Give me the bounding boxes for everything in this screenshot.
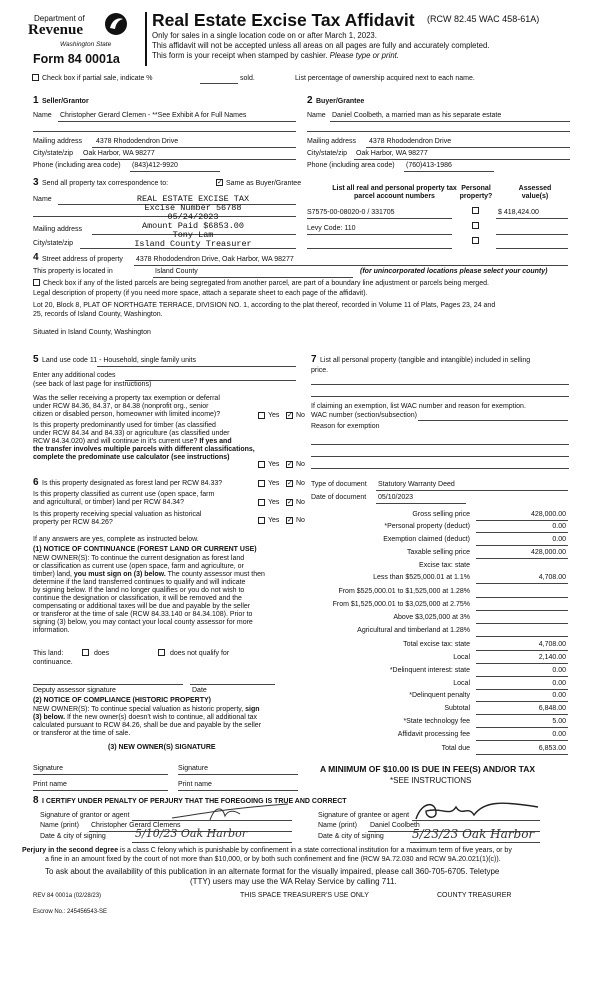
- grantee-date-field[interactable]: 5/23/23 Oak Harbor: [412, 827, 535, 841]
- grantee-signature-scribble: [412, 797, 542, 823]
- seller-phone-line: [130, 171, 220, 172]
- date-of-document-label: Date of document: [311, 494, 367, 501]
- deputy-date-label: Date: [192, 687, 207, 694]
- exemption-question: Was the seller receiving a property tax exemption or deferral under RCW 84.36, 84.37, or 84.38 (nonprofit org., senior citizen or disabled person, homeowner with limited income)?: [33, 395, 221, 419]
- deputy-date-line: [190, 684, 275, 685]
- current-use-question: Is this property classified as current use (open space, farm and agricultural, or timber) land per RCW 84.34?: [33, 491, 215, 507]
- stamp-line: Excise Number 56788: [144, 202, 242, 213]
- treasurer-use-only: THIS SPACE TREASURER'S USE ONLY: [240, 892, 369, 899]
- assessed-value[interactable]: $ 418,424.00: [498, 209, 539, 216]
- historical-no-checkbox[interactable]: ✓: [287, 517, 293, 524]
- does-not-label: does not qualify for: [170, 650, 230, 657]
- grantor-signature-label: Signature of grantor or agent: [40, 812, 130, 819]
- segregated-checkbox[interactable]: [33, 279, 40, 286]
- dept-line-3: Washington State: [60, 41, 112, 48]
- sec3-mail-label: Mailing address: [33, 226, 83, 233]
- buyer-phone-label: Phone (including area code): [307, 162, 395, 169]
- buyer-city-field[interactable]: Oak Harbor, WA 98277: [356, 150, 428, 157]
- dept-line-1: Department of: [34, 14, 85, 23]
- see-instructions-note: *SEE INSTRUCTIONS: [390, 776, 472, 785]
- sec2-number: 2: [307, 95, 313, 106]
- buyer-mail-line: [366, 147, 570, 148]
- buyer-heading: Buyer/Grantee: [316, 98, 365, 105]
- situated-line[interactable]: Situated in Island County, Washington: [33, 329, 151, 336]
- tax-row-label: *State technology fee: [403, 718, 470, 725]
- levy-code[interactable]: Levy Code: 110: [307, 225, 356, 232]
- type-line: [376, 490, 568, 491]
- street-line: [134, 265, 568, 266]
- tax-row-value[interactable]: 4,708.00: [538, 574, 566, 581]
- buyer-mail-label: Mailing address: [307, 138, 357, 145]
- tax-row-label: Gross selling price: [412, 511, 470, 518]
- stamp-line: 05/24/2023: [167, 211, 219, 222]
- current-use-no-label: No: [296, 499, 305, 506]
- rev-number: REV 84 0001a (02/28/23): [33, 893, 102, 899]
- county-treasurer-label: COUNTY TREASURER: [437, 892, 512, 899]
- sec3-number: 3: [33, 177, 39, 188]
- sec5-number: 5: [33, 354, 39, 365]
- buyer-city-line: [354, 159, 570, 160]
- sec1-number: 1: [33, 95, 39, 106]
- seller-city-field[interactable]: Oak Harbor, WA 98277: [83, 150, 155, 157]
- forest-yes-label: Yes: [268, 480, 280, 487]
- perjury-line-2: a fine in an amount fixed by the court of not more than $10,000, or by both such confinement and fine (RCW 9A.72.030 and RCW 9A.20.021(1)(c)).: [45, 856, 501, 863]
- parcels-col2-header: Personal property?: [459, 185, 493, 201]
- tax-row-label: Total excise tax: state: [403, 641, 470, 648]
- historical-no-label: No: [296, 517, 305, 524]
- partial-sale-checkbox[interactable]: [32, 74, 39, 81]
- notice-continuance-text: NEW OWNER(S): To continue the current designation as forest land or classification as current use (open space, farm and agriculture, or timber) land, you must sign on (3) below. The county assessor must then determine if the land transferred continues to qualify and will indicate by signing below. If the land no longer qualifies or you do not wish to continue the designation or classification, it will be removed and the compensating or additional taxes will be due and payable by the seller or transferor at the time of sale (RCW 84.33.140 or 84.34.108). Prior to signing (3) below, you may contact your local county assessor for more information.: [33, 555, 265, 634]
- alt-format-line-2: (TTY) users may use the WA Relay Service by calling 711.: [190, 877, 397, 886]
- owner-signature-field-2[interactable]: [178, 774, 298, 775]
- buyer-name-line: [330, 121, 570, 122]
- land-use-line: [97, 366, 296, 367]
- buyer-mail-field[interactable]: 4378 Rhododendron Drive: [369, 138, 452, 145]
- buyer-city-label: City/state/zip: [307, 150, 348, 157]
- seller-name-label: Name: [33, 112, 52, 119]
- tax-row-value[interactable]: 2,140.00: [538, 654, 566, 661]
- revenue-logo-icon: [104, 12, 128, 36]
- date-line: [376, 503, 466, 504]
- forest-question: Is this property designated as forest land per RCW 84.33?: [42, 480, 223, 487]
- tax-row-line: [476, 558, 568, 559]
- parcel-line-3: [307, 248, 452, 249]
- sec3-city-label: City/state/zip: [33, 240, 74, 247]
- date-of-document-field[interactable]: 05/10/2023: [378, 494, 414, 501]
- tax-row-label: Total due: [441, 745, 470, 752]
- page-title: Real Estate Excise Tax Affidavit: [152, 10, 415, 30]
- sec7-number: 7: [311, 354, 317, 365]
- tax-row-value[interactable]: 5.00: [552, 718, 566, 725]
- tax-row-label: *Delinquent interest: state: [389, 667, 470, 674]
- partial-sold-label: sold.: [240, 75, 255, 82]
- tax-row-label: Taxable selling price: [406, 549, 470, 556]
- rcw-reference: (RCW 82.45 WAC 458-61A): [427, 14, 540, 24]
- seller-extra-line: [33, 131, 296, 132]
- owner-print-label-2: Print name: [178, 781, 212, 788]
- parcel-number[interactable]: S7575-00-08020-0 / 331705: [307, 209, 395, 216]
- same-as-buyer-label: Same as Buyer/Grantee: [226, 180, 302, 187]
- owner-signature-label-2: Signature: [178, 765, 208, 772]
- sec8-number: 8: [33, 795, 39, 806]
- tax-row-line: [476, 623, 568, 624]
- grantor-date-field[interactable]: 5/10/23 Oak Harbor: [135, 827, 247, 840]
- county-line: [153, 277, 353, 278]
- perjury-line-1: Perjury in the second degree is a class C felony which is punishable by confinement in a state correctional institution for a maximum term of five years, or by: [22, 847, 512, 854]
- legal-line-2[interactable]: 25, records of Island County, Washington.: [33, 311, 163, 318]
- treasurer-stamp: [118, 195, 268, 249]
- tax-row-label: *Delinquent penalty: [409, 692, 470, 699]
- seller-mail-line: [92, 147, 296, 148]
- reason-line-3[interactable]: [311, 468, 569, 469]
- dept-line-2: Revenue: [28, 22, 83, 38]
- tax-row-value[interactable]: 0.00: [552, 692, 566, 699]
- notice-compliance-heading: (2) NOTICE OF COMPLIANCE (HISTORIC PROPERTY): [33, 697, 211, 704]
- owner-signature-field-1[interactable]: [33, 774, 168, 775]
- tax-row-label: *Personal property (deduct): [384, 523, 470, 530]
- deputy-sig-line: [33, 684, 183, 685]
- tax-row-value[interactable]: 0.00: [552, 536, 566, 543]
- owner-print-field-1[interactable]: [33, 790, 168, 791]
- sec7-text-2: price.: [311, 367, 329, 374]
- notice-continuance-heading: (1) NOTICE OF CONTINUANCE (FOREST LAND OR CURRENT USE): [33, 546, 257, 553]
- tax-row-line: [476, 545, 568, 546]
- same-as-buyer-checkbox[interactable]: ✓: [217, 179, 223, 186]
- timber-question: Is this property predominantly used for timber (as classified under RCW 84.34 and 84.33) or agriculture (as classified under RCW 84.34.020) and will continue in it's current use? If yes and the transfer involves multiple parcels with different classifications, complete the predominate use calculator (see instructions): [33, 422, 255, 462]
- value-line-2: [496, 234, 568, 235]
- tax-row-label: Above $3,025,000 at 3%: [393, 614, 470, 621]
- tax-row-line: [476, 650, 568, 651]
- personal-property-checkbox-2[interactable]: [472, 222, 479, 229]
- header-line-1: Only for sales in a single location code on or after March 1, 2023.: [152, 31, 377, 40]
- historical-question: Is this property receiving special valuation as historical property per RCW 84.26?: [33, 511, 202, 527]
- q2-yes-label: Yes: [268, 461, 280, 468]
- county-field[interactable]: Island County: [155, 268, 198, 275]
- buyer-phone-line: [404, 171, 494, 172]
- owner-print-label-1: Print name: [33, 781, 67, 788]
- grantee-name-field[interactable]: Daniel Coolbeth: [370, 822, 420, 829]
- tax-row-line: [476, 740, 568, 741]
- tax-row-label: Local: [453, 680, 470, 687]
- stamp-line: Amount Paid $6853.00: [141, 220, 245, 231]
- wac-instruction: If claiming an exemption, list WAC number and reason for exemption.: [311, 403, 526, 410]
- segregated-label: Check box if any of the listed parcels are being segregated from another parcel, are part of a boundary line adjustment or parcels being merged.: [43, 280, 489, 287]
- tax-row-label: Affidavit processing fee: [397, 731, 470, 738]
- this-land-label: This land:: [33, 650, 64, 657]
- wac-number-label: WAC number (section/subsection): [311, 412, 417, 419]
- unincorporated-note: (for unincorporated locations please select your county): [360, 268, 548, 275]
- reason-line-2[interactable]: [311, 456, 569, 457]
- street-address[interactable]: 4378 Rhododendron Drive, Oak Harbor, WA 98277: [136, 256, 294, 263]
- sec6-number: 6: [33, 477, 39, 488]
- grantee-name-label: Name (print): [318, 822, 357, 829]
- current-use-no-checkbox[interactable]: ✓: [287, 499, 293, 506]
- seller-phone-field[interactable]: (843)412-9920: [132, 162, 178, 169]
- if-yes-note: If any answers are yes, complete as instructed below.: [33, 536, 199, 543]
- seller-mail-label: Mailing address: [33, 138, 83, 145]
- q1-yes-checkbox[interactable]: [258, 412, 265, 419]
- stamp-line: Island County Treasurer: [134, 238, 252, 249]
- type-of-document-field[interactable]: Statutory Warranty Deed: [378, 481, 455, 488]
- tax-row-label: Excise tax: state: [419, 562, 470, 569]
- tax-row-label: From $1,525,000.01 to $3,025,000 at 2.75%: [332, 601, 470, 608]
- tax-row-line: [476, 714, 568, 715]
- wac-number-field[interactable]: [418, 420, 568, 421]
- seller-city-line: [80, 159, 296, 160]
- escrow-number: Escrow No.: 245456543-SE: [33, 909, 108, 915]
- sec7-text-1: List all personal property (tangible and intangible) included in selling: [320, 357, 531, 364]
- tax-row-value[interactable]: 6,848.00: [538, 705, 566, 712]
- tax-row-line: [476, 727, 568, 728]
- form-number: Form 84 0001a: [33, 52, 120, 66]
- grantee-date-label: Date & city of signing: [318, 833, 384, 840]
- grantee-signature-label: Signature of grantee or agent: [318, 812, 410, 819]
- tax-row-value[interactable]: 428,000.00: [530, 549, 566, 556]
- tax-row-value[interactable]: 0.00: [552, 667, 566, 674]
- parcels-col3-header: Assessed value(s): [518, 185, 552, 201]
- buyer-name-label: Name: [307, 112, 326, 119]
- reason-label: Reason for exemption: [311, 423, 380, 430]
- current-use-yes-label: Yes: [268, 499, 280, 506]
- tax-row-value[interactable]: 0.00: [552, 731, 566, 738]
- parcel-line-1: [307, 218, 452, 219]
- alt-format-line-1: To ask about the availability of this publication in an alternate format for the visually impaired, please call 360-705-6705. Teletype: [45, 867, 500, 876]
- grantor-date-label: Date & city of signing: [40, 833, 106, 840]
- see-back-note: (see back of last page for instructions): [33, 381, 152, 388]
- tax-row-line: [476, 663, 568, 664]
- certify-statement: I CERTIFY UNDER PENALTY OF PERJURY THAT THE FOREGOING IS TRUE AND CORRECT: [42, 798, 347, 805]
- parcels-col1-header: List all real and personal property tax parcel account numbers: [332, 185, 457, 201]
- tax-row-line: [476, 532, 568, 533]
- deputy-signature-label: Deputy assessor signature: [33, 687, 116, 694]
- tax-row-line: [476, 610, 568, 611]
- q1-no-label: No: [296, 412, 305, 419]
- value-line-1: [496, 218, 568, 219]
- reason-line-1[interactable]: [311, 444, 569, 445]
- additional-codes-label: Enter any additional codes: [33, 372, 116, 379]
- located-label: This property is located in: [33, 268, 113, 275]
- grantor-signature-scribble: [170, 800, 290, 822]
- tax-row-value[interactable]: 0.00: [552, 680, 566, 687]
- partial-percent-field[interactable]: [200, 83, 238, 84]
- new-owner-signature-heading: (3) NEW OWNER(S) SIGNATURE: [108, 744, 216, 751]
- street-label: Street address of property: [42, 256, 123, 263]
- header-divider: [145, 12, 147, 66]
- current-use-yes-checkbox[interactable]: [258, 499, 265, 506]
- seller-name-field[interactable]: Christopher Gerard Clemen - **See Exhibit A for Full Names: [60, 112, 247, 119]
- value-line-3: [496, 248, 568, 249]
- header-line-2: This affidavit will not be accepted unless all areas on all pages are fully and accurately completed.: [152, 41, 490, 50]
- historical-yes-label: Yes: [268, 517, 280, 524]
- q2-no-checkbox[interactable]: ✓: [287, 461, 293, 468]
- parcel-line-2: [307, 234, 452, 235]
- tax-row-line: [476, 520, 568, 521]
- grantor-date-line: [132, 842, 292, 843]
- tax-row-value[interactable]: 0.00: [552, 523, 566, 530]
- seller-heading: Seller/Grantor: [42, 98, 89, 105]
- personal-property-line-1[interactable]: [311, 384, 569, 385]
- tax-row-line: [476, 701, 568, 702]
- header-line-3: This form is your receipt when stamped by cashier. Please type or print.: [152, 51, 400, 60]
- seller-phone-label: Phone (including area code): [33, 162, 121, 169]
- grantee-date-line: [410, 842, 540, 843]
- notice-compliance-text: NEW OWNER(S): To continue special valuation as historic property, sign (3) below. If the new owner(s) doesn't wish to continue, all additional tax calculated pursuant to RCW 84.26, shall be due and payable by the seller or transferor at the time of sale.: [33, 706, 262, 738]
- personal-property-line-2[interactable]: [311, 396, 569, 397]
- sec4-number: 4: [33, 252, 39, 263]
- tax-row-label: Exemption claimed (deduct): [383, 536, 470, 543]
- tax-row-label: Agricultural and timberland at 1.28%: [357, 627, 470, 634]
- tax-row-label: Local: [453, 654, 470, 661]
- type-of-document-label: Type of document: [311, 481, 367, 488]
- tax-row-line: [476, 676, 568, 677]
- partial-sale-label: Check box if partial sale, indicate %: [42, 75, 153, 82]
- buyer-extra-line: [307, 131, 570, 132]
- tax-row-line: [476, 636, 568, 637]
- does-not-checkbox[interactable]: [158, 649, 165, 656]
- legal-label: Legal description of property (if you need more space, attach a separate sheet to each page of the affidavit).: [33, 290, 368, 297]
- seller-name-line: [58, 121, 296, 122]
- tax-row-line: [476, 689, 568, 690]
- does-label: does: [94, 650, 110, 657]
- forest-no-label: No: [296, 480, 305, 487]
- tax-row-line: [476, 754, 568, 755]
- legal-line-1[interactable]: Lot 20, Block 8, PLAT OF NORTHGATE TERRACE, DIVISION NO. 1, according to the plat thereof, recorded in Volume 11 of Plats, Pages 23, 24 and: [33, 302, 496, 309]
- q1-no-checkbox[interactable]: ✓: [287, 412, 293, 419]
- tax-row-label: From $525,000.01 to $1,525,000 at 1.28%: [338, 588, 470, 595]
- owner-signature-label-1: Signature: [33, 765, 63, 772]
- buyer-name-field[interactable]: Daniel Coolbeth, a married man as his separate estate: [332, 112, 502, 119]
- tax-row-label: Subtotal: [444, 705, 470, 712]
- minimum-due-notice: A MINIMUM OF $10.00 IS DUE IN FEE(S) AND/OR TAX: [320, 764, 536, 774]
- tax-row-value[interactable]: 4,708.00: [538, 641, 566, 648]
- tax-row-value[interactable]: 428,000.00: [530, 511, 566, 518]
- personal-property-checkbox-1[interactable]: [472, 207, 479, 214]
- grantor-name-label: Name (print): [40, 822, 79, 829]
- sec3-name-label: Name: [33, 196, 52, 203]
- buyer-phone-field[interactable]: (760)413-1986: [406, 162, 452, 169]
- grantor-name-field[interactable]: Christopher Gerard Clemens: [91, 822, 181, 829]
- seller-city-label: City/state/zip: [33, 150, 74, 157]
- q2-yes-checkbox[interactable]: [258, 461, 265, 468]
- historical-yes-checkbox[interactable]: [258, 517, 265, 524]
- does-checkbox[interactable]: [82, 649, 89, 656]
- owner-print-field-2[interactable]: [178, 790, 298, 791]
- tax-row-label: Less than $525,000.01 at 1.1%: [373, 574, 470, 581]
- q2-no-label: No: [296, 461, 305, 468]
- q1-yes-label: Yes: [268, 412, 280, 419]
- tax-row-line: [476, 597, 568, 598]
- tax-row-line: [476, 583, 568, 584]
- forest-yes-checkbox[interactable]: [258, 480, 265, 487]
- continuance-label: continuance.: [33, 659, 73, 666]
- personal-property-checkbox-3[interactable]: [472, 237, 479, 244]
- ownership-note: List percentage of ownership acquired next to each name.: [295, 75, 475, 82]
- stamp-line: REAL ESTATE EXCISE TAX: [136, 194, 250, 204]
- tax-row-value[interactable]: 6,853.00: [538, 745, 566, 752]
- stamp-line: Tony Lam: [172, 229, 214, 240]
- land-use-code[interactable]: Land use code 11 - Household, single family units: [42, 357, 196, 364]
- sec3-heading: Send all property tax correspondence to:: [42, 180, 169, 187]
- seller-mail-field[interactable]: 4378 Rhododendron Drive: [96, 138, 179, 145]
- forest-no-checkbox[interactable]: ✓: [287, 480, 293, 487]
